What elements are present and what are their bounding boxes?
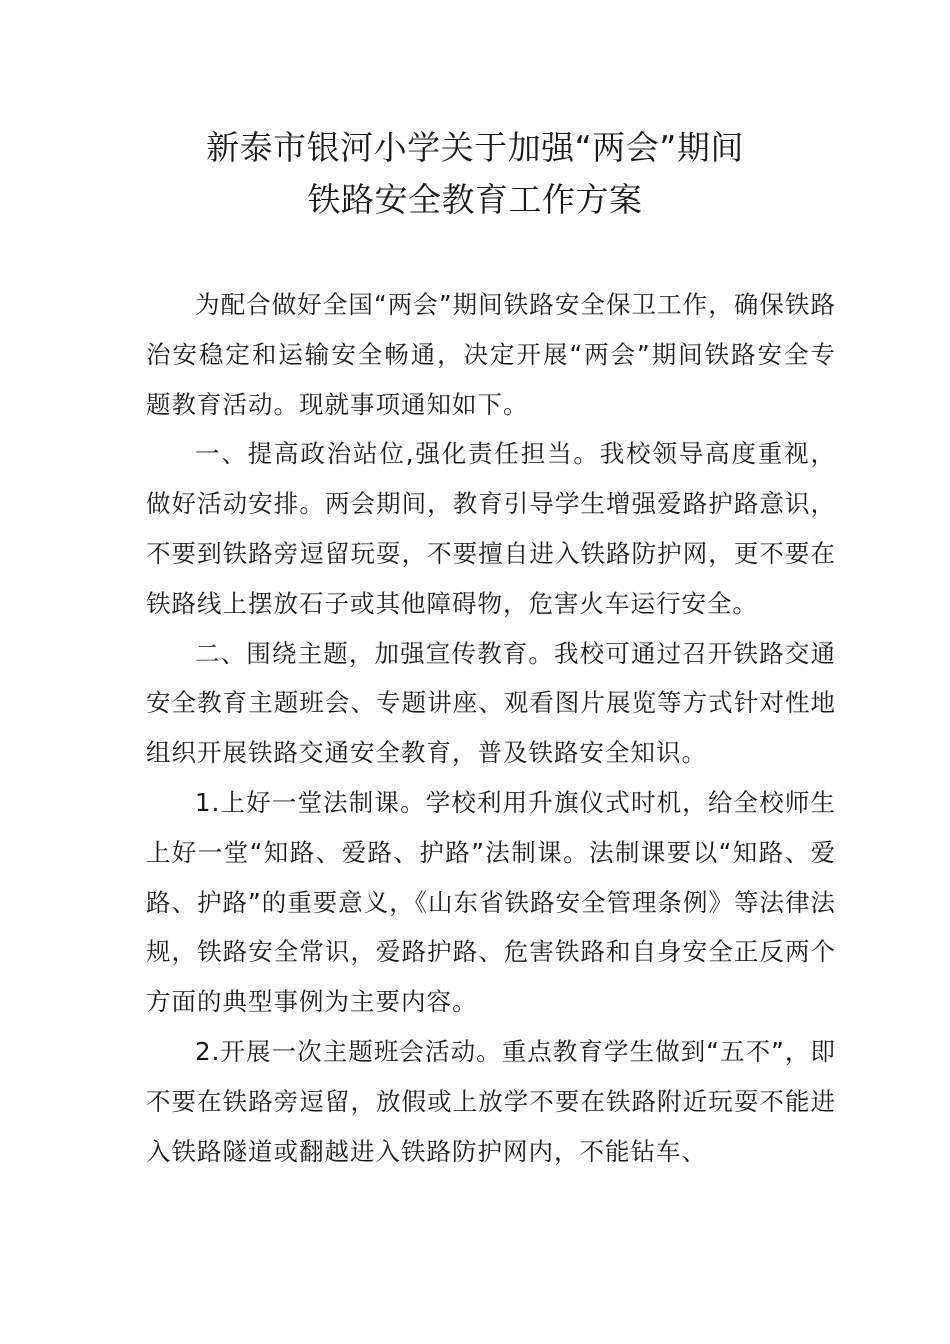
paragraph-section-2: 二、围绕主题，加强宣传教育。我校可通过召开铁路交通安全教育主题班会、专题讲座、观看图片展览等方式针对性地组织开展铁路交通安全教育，普及铁路安全知识。 <box>146 638 836 768</box>
document-title-line-1: 新泰市银河小学关于加强“两会”期间 <box>206 128 744 167</box>
paragraph-item-2: 2.开展一次主题班会活动。重点教育学生做到“五不”，即不要在铁路旁逗留，放假或上放学不要在铁路附近玩耍不能进入铁路隧道或翻越进入铁路防护网内，不能钻车、 <box>146 1036 836 1166</box>
document-title-line-2: 铁路安全教育工作方案 <box>307 180 643 219</box>
paragraph-section-1: 一、提高政治站位,强化责任担当。我校领导高度重视，做好活动安排。两会期间，教育引导学生增强爱路护路意识，不要到铁路旁逗留玩耍，不要擅自进入铁路防护网，更不要在铁路线上摆放石子或其他障碍物，危害火车运行安全。 <box>146 439 836 618</box>
paragraph-item-1: 1.上好一堂法制课。学校利用升旗仪式时机，给全校师生上好一堂“知路、爱路、护路”法制课。法制课要以“知路、爱路、护路”的重要意义，《山东省铁路安全管理条例》等法律法规，铁路安全常识，爱路护路、危害铁路和自身安全正反两个方面的典型事例为主要内容。 <box>146 787 836 1017</box>
paragraph-intro: 为配合做好全国“两会”期间铁路安全保卫工作，确保铁路治安稳定和运输安全畅通，决定开展“两会”期间铁路安全专题教育活动。现就事项通知如下。 <box>146 290 836 419</box>
document-body <box>146 280 836 1176</box>
